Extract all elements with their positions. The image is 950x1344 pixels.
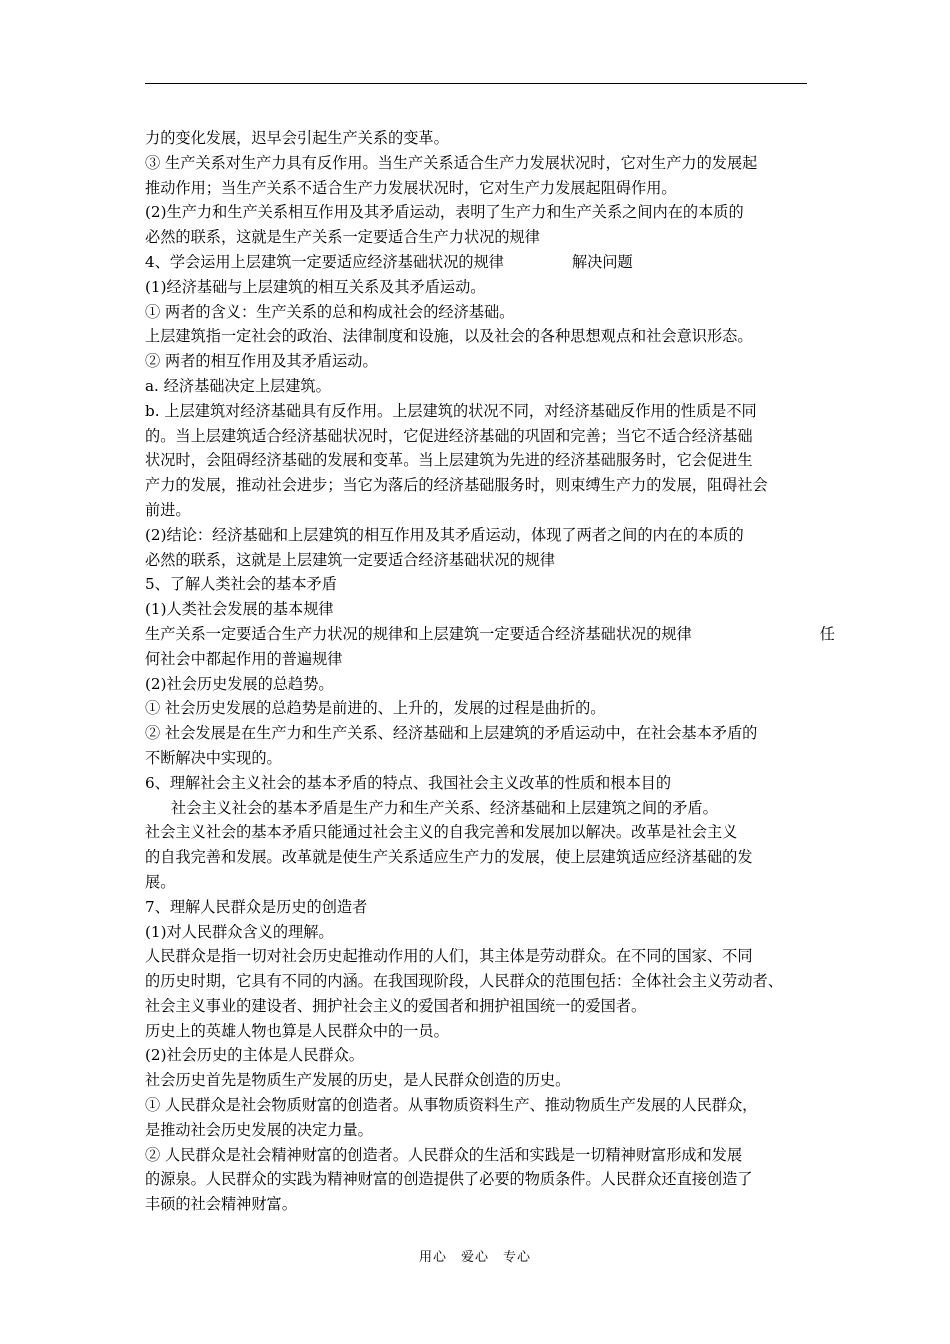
text-line: a. 经济基础决定上层建筑。 [145, 376, 331, 395]
text-line: 丰硕的社会精神财富。 [145, 1195, 297, 1214]
section-heading: 7、理解人民群众是历史的创造者 [145, 897, 368, 916]
inline-suffix: 解决问题 [571, 252, 633, 271]
text-line: 是推动社会历史发展的决定力量。 [145, 1120, 373, 1139]
text-line [145, 622, 835, 647]
text-line: 产力的发展，推动社会进步；当它为落后的经济基础服务时，则束缚生产力的发展，阻碍社会 [145, 476, 768, 495]
text-line: 历史上的英雄人物也算是人民群众中的一员。 [145, 1021, 449, 1040]
section-heading: 5、了解人类社会的基本矛盾 [145, 575, 337, 594]
text-line: (2)结论：经济基础和上层建筑的相互作用及其矛盾运动，体现了两者之间的内在的本质的 [145, 525, 744, 544]
text-line: 的源泉。人民群众的实践为精神财富的创造提供了必要的物质条件。人民群众还直接创造了 [145, 1170, 753, 1189]
text-line: 力的变化发展，迟早会引起生产关系的变革。 [145, 129, 449, 147]
text-line: 上层建筑指一定社会的政治、法律制度和设施，以及社会的各种思想观点和社会意识形态。 [145, 327, 753, 346]
text-line: 社会主义社会的基本矛盾只能通过社会主义的自我完善和发展加以解决。改革是社会主义 [145, 823, 738, 842]
header-rule [145, 83, 807, 84]
text-line: 推动作用；当生产关系不适合生产力发展状况时，它对生产力发展起阻碍作用。 [145, 178, 677, 197]
body-text [145, 126, 835, 1217]
text-line: (1)经济基础与上层建筑的相互关系及其矛盾运动。 [145, 277, 486, 296]
text-line: 的自我完善和发展。改革就是使生产关系适应生产力的发展，使上层建筑适应经济基础的发 [145, 848, 753, 867]
inline-suffix: 任 [819, 624, 835, 643]
text-line: 不断解决中实现的。 [145, 748, 282, 767]
text-line: (2)社会历史的主体是人民群众。 [145, 1046, 364, 1065]
text-line: ① 社会历史发展的总趋势是前进的、上升的，发展的过程是曲折的。 [145, 699, 606, 718]
text-line: b. 上层建筑对经济基础具有反作用。上层建筑的状况不同，对经济基础反作用的性质是不同 [145, 401, 757, 420]
page-footer: 用心 爱心 专心 [418, 1250, 531, 1265]
text-line: ① 两者的含义：生产关系的总和构成社会的经济基础。 [145, 302, 515, 321]
text-line: 社会主义社会的基本矛盾是生产力和生产关系、经济基础和上层建筑之间的矛盾。 [171, 798, 718, 817]
section-heading: 4、学会运用上层建筑一定要适应经济基础状况的规律 [145, 252, 504, 271]
text-line: ② 两者的相互作用及其矛盾运动。 [145, 352, 378, 371]
text-line: 的历史时期，它具有不同的内涵。在我国现阶段，人民群众的范围包括：全体社会主义劳动者、 [145, 972, 783, 991]
text-line: ③ 生产关系对生产力具有反作用。当生产关系适合生产力发展状况时，它对生产力的发展起 [145, 153, 758, 172]
text-line: 社会历史首先是物质生产发展的历史，是人民群众创造的历史。 [145, 1071, 571, 1090]
text-line: 的。当上层建筑适合经济基础状况时，它促进经济基础的巩固和完善；当它不适合经济基础 [145, 426, 753, 445]
text-line: 必然的联系，这就是上层建筑一定要适合经济基础状况的规律 [145, 550, 556, 569]
text-line: 状况时，会阻碍经济基础的发展和变革。当上层建筑为先进的经济基础服务时，它会促进生 [145, 451, 753, 470]
text-line: ① 人民群众是社会物质财富的创造者。从事物质资料生产、推动物质生产发展的人民群众， [145, 1096, 758, 1115]
text-line: (2)社会历史发展的总趋势。 [145, 674, 334, 693]
text-line: 前进。 [145, 500, 191, 519]
text-line: (1)对人民群众含义的理解。 [145, 922, 334, 941]
text-fragment: 生产关系一定要适合生产力状况的规律和上层建筑一定要适合经济基础状况的规律 [145, 624, 692, 643]
text-line: 社会主义事业的建设者、拥护社会主义的爱国者和拥护祖国统一的爱国者。 [145, 996, 647, 1015]
section-heading: 6、理解社会主义社会的基本矛盾的特点、我国社会主义改革的性质和根本目的 [145, 773, 672, 792]
text-line: 必然的联系，这就是生产关系一定要适合生产力状况的规律 [145, 228, 540, 247]
text-line: 何社会中都起作用的普遍规律 [145, 649, 343, 668]
text-line [145, 250, 820, 275]
text-line: ② 社会发展是在生产力和生产关系、经济基础和上层建筑的矛盾运动中，在社会基本矛盾的 [145, 724, 758, 743]
text-line: 人民群众是指一切对社会历史起推动作用的人们，其主体是劳动群众。在不同的国家、不同 [145, 947, 753, 966]
text-line: (1)人类社会发展的基本规律 [145, 600, 334, 619]
text-line: (2)生产力和生产关系相互作用及其矛盾运动，表明了生产力和生产关系之间内在的本质的 [145, 203, 744, 222]
text-line: ② 人民群众是社会精神财富的创造者。人民群众的生活和实践是一切精神财富形成和发展 [145, 1145, 743, 1164]
text-line: 展。 [145, 872, 176, 891]
